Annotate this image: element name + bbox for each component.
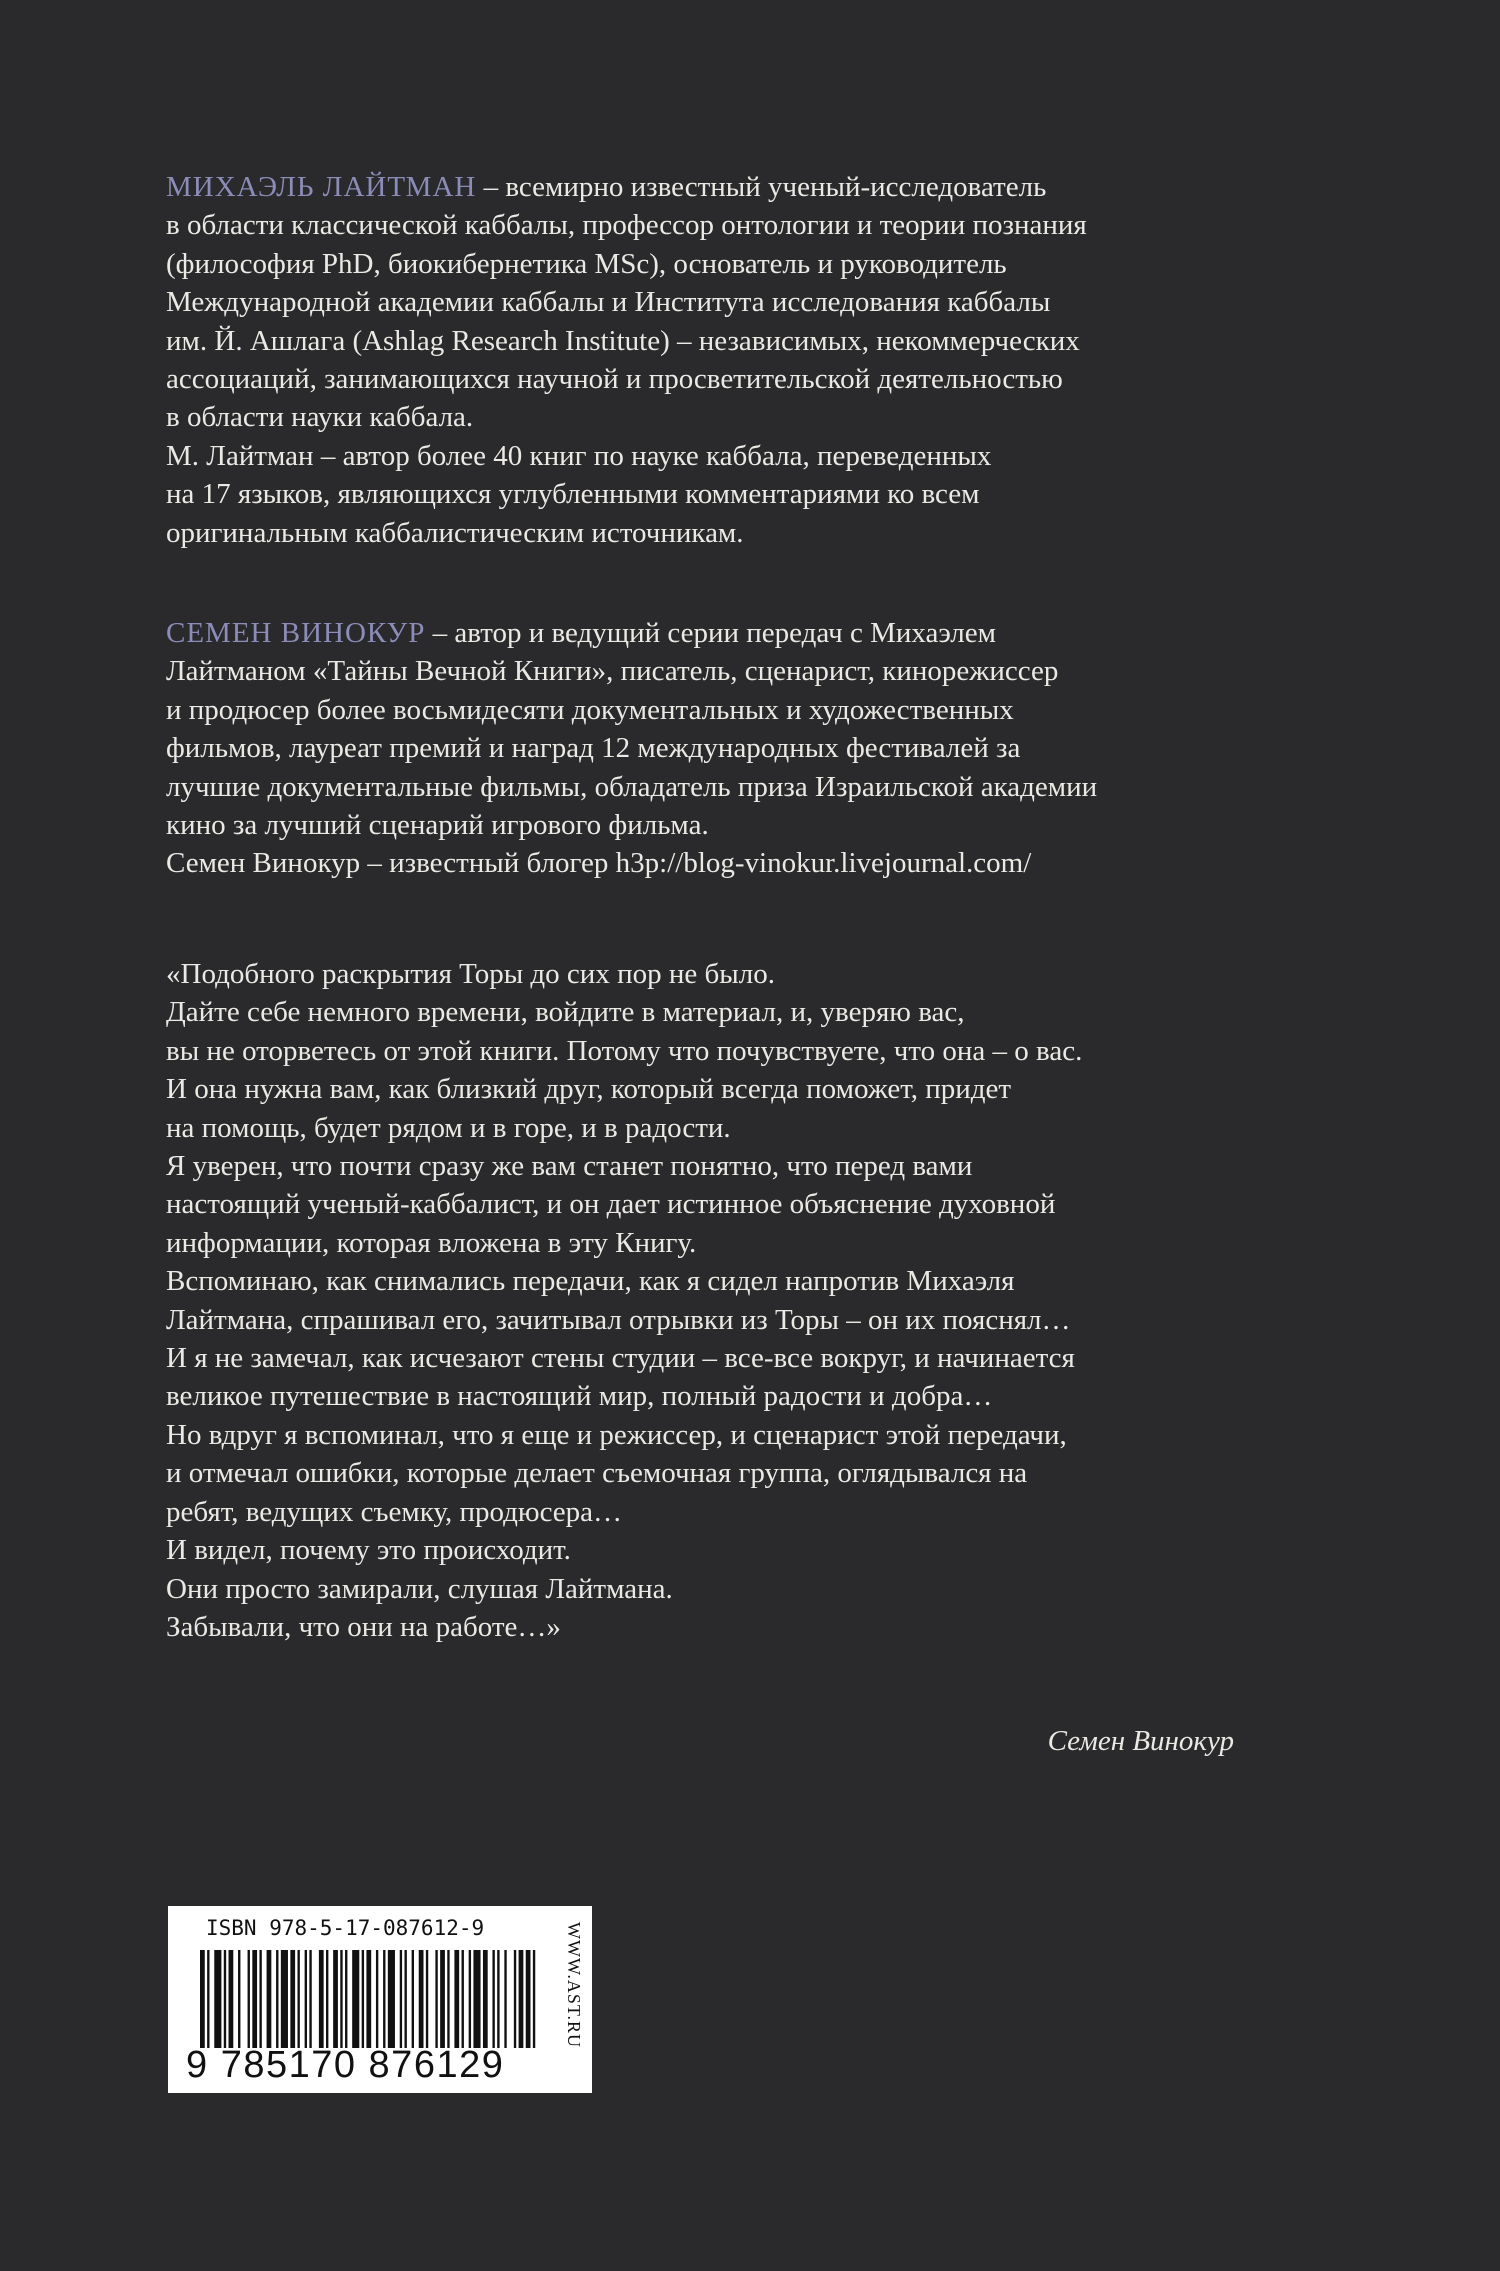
barcode-bar xyxy=(419,1950,424,2048)
barcode-bar xyxy=(497,1950,499,2048)
barcode-bars xyxy=(200,1950,540,2048)
quote-signature: Семен Винокур xyxy=(1047,1725,1234,1757)
bio-line: Семен Винокур – известный блогер h3p://blog-vinokur.livejournal.com/ xyxy=(166,847,1032,880)
barcode-bar xyxy=(345,1950,347,2048)
isbn-barcode-label xyxy=(168,1906,592,2093)
quote-line: «Подобного раскрытия Торы до сих пор не было. xyxy=(166,958,775,990)
bio-line: на 17 языков, являющихся углубленными комментариями ко всем xyxy=(166,478,980,511)
barcode-bar xyxy=(533,1950,535,2048)
author-bio-laitman xyxy=(166,168,1276,552)
bio-first-line xyxy=(166,168,1276,206)
bio-line: (философия PhD, биокибернетика MSc), основатель и руководитель xyxy=(166,247,1007,280)
barcode-bar xyxy=(352,1950,359,2048)
barcode-bar xyxy=(435,1950,437,2048)
barcode-bar xyxy=(383,1950,385,2048)
quote-line: информации, которая вложена в эту Книгу. xyxy=(166,1226,697,1259)
quote-line: Лайтмана, спрашивал его, зачитывал отрывки из Торы – он их пояснял… xyxy=(166,1303,1071,1336)
bio-line: в области классической каббалы, профессор онтологии и теории познания xyxy=(166,209,1087,242)
quote-line: Вспоминаю, как снимались передачи, как я сидел напротив Михаэля xyxy=(166,1265,1015,1298)
quote-line: вы не оторветесь от этой книги. Потому что почувствуете, что она – о вас. xyxy=(166,1034,1083,1067)
barcode-bar xyxy=(326,1950,328,2048)
bio-text: – всемирно известный ученый-исследователь xyxy=(476,171,1047,203)
barcode-bar xyxy=(469,1950,471,2048)
bio-line: М. Лайтман – автор более 40 книг по науке каббала, переведенных xyxy=(166,439,992,472)
quote-line: на помощь, будет рядом и в горе, и в радости. xyxy=(166,1111,731,1144)
bio-line: Лайтманом «Тайны Вечной Книги», писатель, сценарист, кинорежиссер xyxy=(166,655,1059,688)
quote-line: И видел, почему это происходит. xyxy=(166,1534,571,1567)
barcode-bar xyxy=(526,1950,531,2048)
quote-line: И я не замечал, как исчезают стены студии – все-все вокруг, и начинается xyxy=(166,1342,1075,1375)
barcode-bar xyxy=(426,1950,428,2048)
barcode-bar xyxy=(376,1950,378,2048)
isbn-number: ISBN 978-5-17-087612-9 xyxy=(206,1916,485,1940)
barcode-bar xyxy=(319,1950,324,2048)
barcode-bar xyxy=(276,1950,278,2048)
barcode-bar xyxy=(504,1950,506,2048)
bio-line: лучшие документальные фильмы, обладатель приза Израильской академии xyxy=(166,770,1098,803)
barcode-bar xyxy=(362,1950,364,2048)
barcode-bar xyxy=(333,1950,338,2048)
barcode-bar xyxy=(297,1950,299,2048)
bio-line: оригинальным каббалистическим источникам. xyxy=(166,516,744,549)
barcode-bar xyxy=(200,1950,205,2048)
bio-line: Международной академии каббалы и Института исследования каббалы xyxy=(166,286,1051,319)
barcode-bar xyxy=(412,1950,414,2048)
barcode-bar xyxy=(483,1950,488,2048)
barcode-bar xyxy=(404,1950,406,2048)
bio-text: – автор и ведущий серии передач с Михаэлем xyxy=(425,617,996,649)
quote-line: Они просто замирали, слушая Лайтмана. xyxy=(166,1572,673,1605)
quote-line: ребят, ведущих съемку, продюсера… xyxy=(166,1495,623,1528)
quote-line: Дайте себе немного времени, войдите в материал, и, уверяю вас, xyxy=(166,996,965,1029)
barcode-bar xyxy=(462,1950,464,2048)
quote-line: великое путешествие в настоящий мир, полный радости и добра… xyxy=(166,1380,993,1413)
quote-line: И она нужна вам, как близкий друг, который всегда поможет, придет xyxy=(166,1073,1012,1106)
author-bio-vinokur xyxy=(166,614,1276,883)
barcode-bar xyxy=(207,1950,209,2048)
quote-line: Я уверен, что почти сразу же вам станет понятно, что перед вами xyxy=(166,1150,973,1183)
barcode-bar xyxy=(400,1950,402,2048)
bio-first-line xyxy=(166,614,1276,652)
barcode-bar xyxy=(305,1950,307,2048)
quote-line: Но вдруг я вспоминал, что я еще и режиссер, и сценарист этой передачи, xyxy=(166,1418,1067,1451)
barcode-bar xyxy=(259,1950,261,2048)
bio-line: кино за лучший сценарий игрового фильма. xyxy=(166,809,709,842)
barcode-bar xyxy=(252,1950,257,2048)
barcode-bar xyxy=(248,1950,250,2048)
bio-line: фильмов, лауреат премий и наград 12 международных фестивалей за xyxy=(166,732,1021,765)
bio-line: и продюсер более восьмидесяти документальных и художественных xyxy=(166,693,1014,726)
barcode-bar xyxy=(473,1950,480,2048)
barcode-bar xyxy=(366,1950,371,2048)
barcode-bar xyxy=(309,1950,311,2048)
quote-line: настоящий ученый-каббалист, и он дает истинное объяснение духовной xyxy=(166,1188,1056,1221)
barcode-bar xyxy=(519,1950,524,2048)
author-name: СЕМЕН ВИНОКУР xyxy=(166,617,426,649)
barcode-bar xyxy=(238,1950,240,2048)
barcode-bar xyxy=(514,1950,516,2048)
publisher-website: WWW.AST.RU xyxy=(564,1922,584,2048)
barcode-bar xyxy=(340,1950,342,2048)
barcode-bar xyxy=(290,1950,295,2048)
bio-line: им. Й. Ашлага (Ashlag Research Institute) – независимых, некоммерческих xyxy=(166,324,1080,357)
barcode-bar xyxy=(388,1950,395,2048)
barcode-bar xyxy=(229,1950,234,2048)
barcode-bar xyxy=(267,1950,272,2048)
barcode-bar xyxy=(447,1950,449,2048)
barcode-digits: 9 785170 876129 xyxy=(186,2044,505,2086)
barcode-bar xyxy=(454,1950,459,2048)
barcode-bar xyxy=(224,1950,226,2048)
barcode-bar xyxy=(440,1950,445,2048)
author-name: МИХАЭЛЬ ЛАЙТМАН xyxy=(166,171,477,203)
quote-line: и отмечал ошибки, которые делает съемочная группа, оглядывался на xyxy=(166,1457,1028,1490)
quote-line: Забывали, что они на работе…» xyxy=(166,1610,561,1643)
barcode-bar xyxy=(492,1950,494,2048)
barcode-bar xyxy=(214,1950,221,2048)
barcode-bar xyxy=(281,1950,288,2048)
testimonial-quote xyxy=(166,955,1276,1646)
bio-line: в области науки каббала. xyxy=(166,401,474,434)
bio-line: ассоциаций, занимающихся научной и просветительской деятельностью xyxy=(166,363,1063,396)
